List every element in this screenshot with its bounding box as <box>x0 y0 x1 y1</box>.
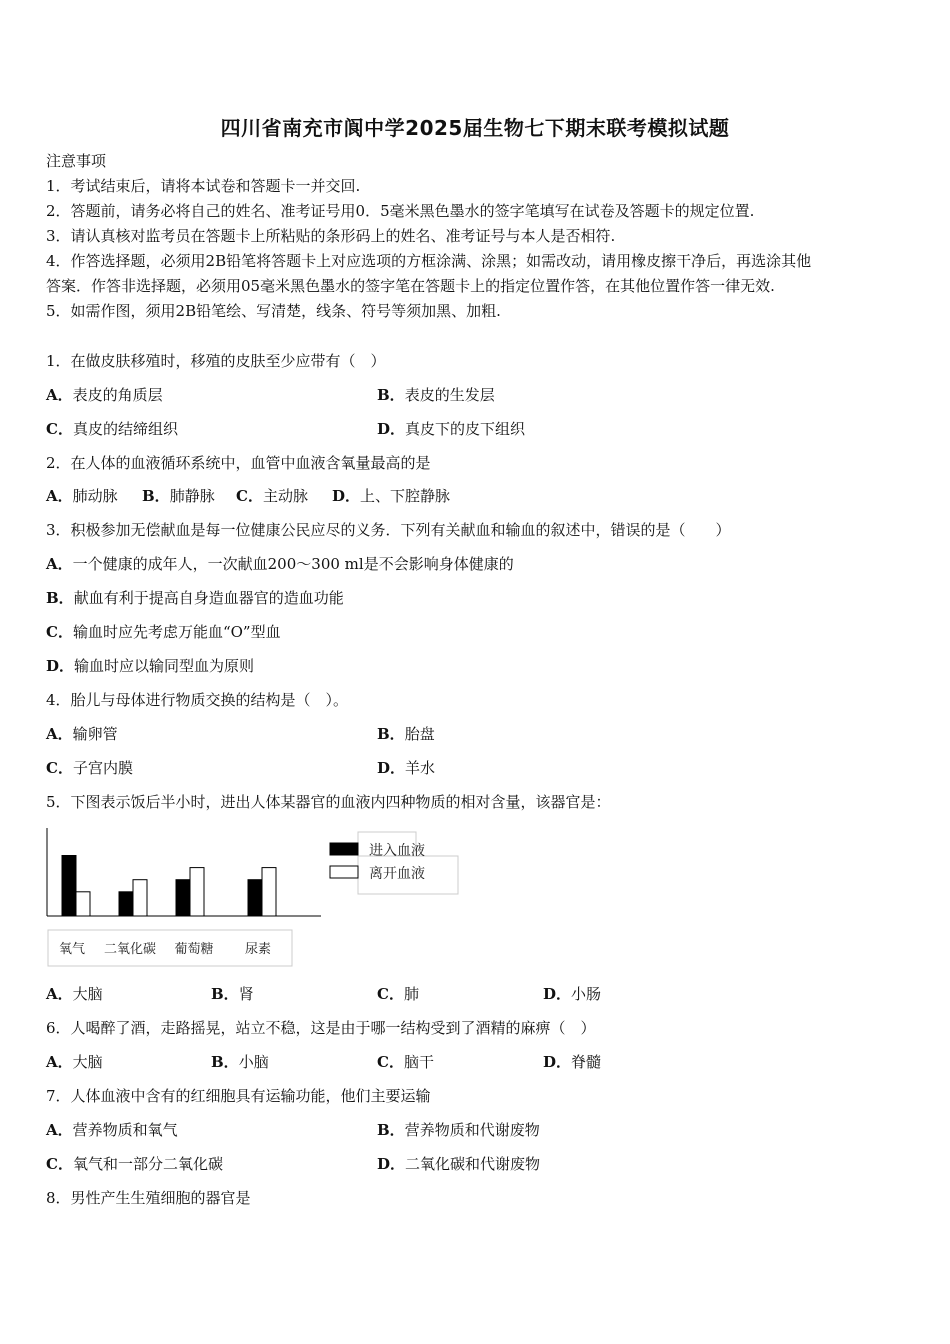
option: A．大脑 <box>46 1053 103 1071</box>
question-stem: 8．男性产生生殖细胞的器官是 <box>46 1189 251 1207</box>
option: C．输血时应先考虑万能血“O”型血 <box>46 623 281 641</box>
legend-label: 进入血液 <box>369 843 425 859</box>
option: B．表皮的生发层 <box>377 386 495 404</box>
category-label: 氧气 <box>58 942 86 957</box>
notice-item: 3．请认真核对监考员在答题卡上所粘贴的条形码上的姓名、准考证号与本人是否相符. <box>46 227 616 245</box>
option: B．胎盘 <box>377 725 435 743</box>
option: C．脑干 <box>377 1053 434 1071</box>
legend-label: 离开血液 <box>369 866 425 882</box>
category-label: 尿素 <box>244 942 272 957</box>
bar-in-0 <box>62 856 76 917</box>
option: A．输卵管 <box>46 725 118 743</box>
option: D．脊髓 <box>543 1053 602 1071</box>
page-title: 四川省南充市阆中学2025届生物七下期末联考模拟试题 <box>220 116 730 140</box>
category-label: 葡萄糖 <box>174 942 214 957</box>
notice-heading: 注意事项 <box>46 152 107 170</box>
option: C．真皮的结缔组织 <box>46 420 178 438</box>
question-stem: 4．胎儿与母体进行物质交换的结构是（ ）。 <box>46 691 349 709</box>
option: C．肺 <box>377 985 419 1003</box>
option: B．肺静脉 <box>142 487 215 505</box>
option: B．献血有利于提高自身造血器官的造血功能 <box>46 589 344 607</box>
legend-swatch <box>330 843 358 855</box>
option: A．营养物质和氧气 <box>46 1121 178 1139</box>
option: D．羊水 <box>377 759 436 777</box>
option: D．二氧化碳和代谢废物 <box>377 1155 541 1173</box>
legend-swatch <box>330 866 358 878</box>
notice-item: 4．作答选择题，必须用2B铅笔将答题卡上对应选项的方框涂满、涂黑；如需改动，请用橡皮擦干净后，再选涂其他 <box>46 252 812 270</box>
option: A．表皮的角质层 <box>46 386 163 404</box>
category-label: 二氧化碳 <box>103 942 157 957</box>
question-stem: 3．积极参加无偿献血是每一位健康公民应尽的义务．下列有关献血和输血的叙述中，错误的是（ ） <box>46 521 731 539</box>
option: A．肺动脉 <box>46 487 118 505</box>
notice-item: 2．答题前，请务必将自己的姓名、准考证号用0．5毫米黑色墨水的签字笔填写在试卷及答题卡的规定位置. <box>46 202 755 220</box>
bar-in-3 <box>248 880 262 916</box>
question-stem: 1．在做皮肤移殖时，移殖的皮肤至少应带有（ ） <box>46 352 386 370</box>
bar-chart <box>40 822 480 972</box>
bar-out-2 <box>190 868 204 916</box>
option: B．小脑 <box>211 1053 269 1071</box>
question-stem: 2．在人体的血液循环系统中，血管中血液含氧量最高的是 <box>46 454 431 472</box>
bar-out-3 <box>262 868 276 916</box>
option: D．上、下腔静脉 <box>332 487 451 505</box>
option: B．肾 <box>211 985 254 1003</box>
question-stem: 7．人体血液中含有的红细胞具有运输功能，他们主要运输 <box>46 1087 431 1105</box>
option: A．一个健康的成年人，一次献血200～300 ml是不会影响身体健康的 <box>46 555 514 573</box>
question-stem: 6．人喝醉了酒，走路摇晃，站立不稳，这是由于哪一结构受到了酒精的麻痹（ ） <box>46 1019 596 1037</box>
option: D．真皮下的皮下组织 <box>377 420 526 438</box>
question-stem: 5．下图表示饭后半小时，进出人体某器官的血液内四种物质的相对含量，该器官是： <box>46 793 611 811</box>
option: D．小肠 <box>543 985 602 1003</box>
notice-item: 答案．作答非选择题，必须用05毫米黑色墨水的签字笔在答题卡上的指定位置作答，在其他位置作答一律无效. <box>46 277 775 295</box>
option: C．子宫内膜 <box>46 759 133 777</box>
bar-in-1 <box>119 892 133 916</box>
option: B．营养物质和代谢废物 <box>377 1121 540 1139</box>
notice-item: 1．考试结束后，请将本试卷和答题卡一并交回. <box>46 177 361 195</box>
bar-out-1 <box>133 880 147 916</box>
bar-chart-svg <box>40 822 480 972</box>
option: D．输血时应以输同型血为原则 <box>46 657 255 675</box>
option: C．主动脉 <box>236 487 308 505</box>
notice-item: 5．如需作图，须用2B铅笔绘、写清楚，线条、符号等须加黑、加粗. <box>46 302 501 320</box>
option: C．氧气和一部分二氧化碳 <box>46 1155 223 1173</box>
option: A．大脑 <box>46 985 103 1003</box>
bar-out-0 <box>76 892 90 916</box>
bar-in-2 <box>176 880 190 916</box>
